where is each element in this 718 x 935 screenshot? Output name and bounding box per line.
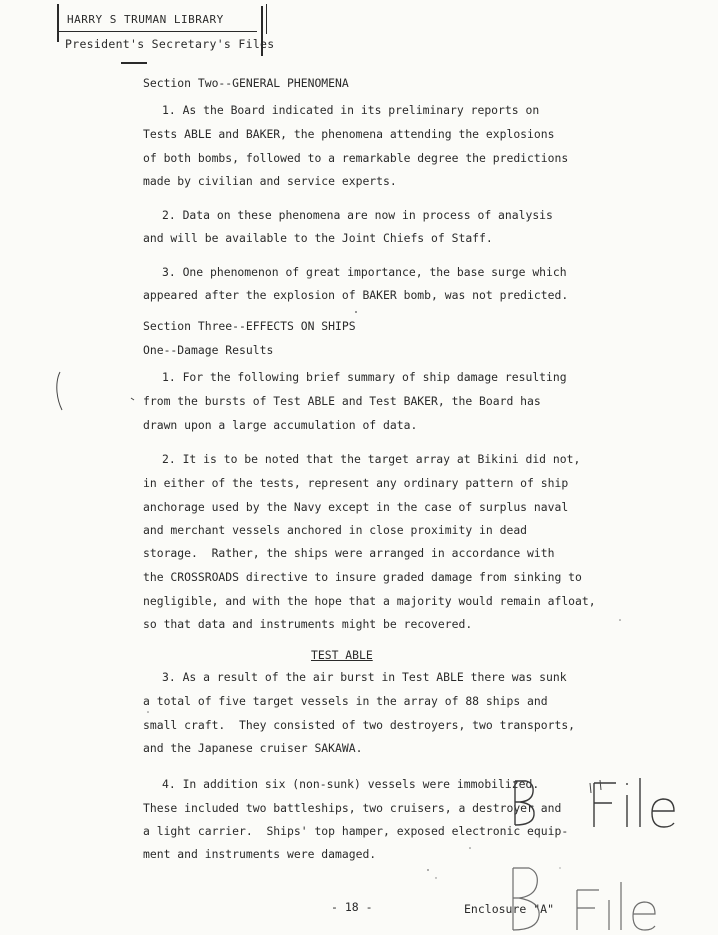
text-line: 3. One phenomenon of great importance, the base surge which <box>162 265 567 279</box>
text-line: from the bursts of Test ABLE and Test BAKER, the Board has <box>143 394 541 408</box>
text-line: storage. Rather, the ships were arranged in accordance with <box>143 546 555 560</box>
text-line: and will be available to the Joint Chiefs of Staff. <box>143 231 493 245</box>
section-three-heading: Section Three--EFFECTS ON SHIPS <box>143 319 356 333</box>
text-line: Tests ABLE and BAKER, the phenomena attending the explosions <box>143 127 555 141</box>
text-line: These included two battleships, two cruisers, a destroyer and <box>143 801 562 815</box>
text-line: 2. Data on these phenomena are now in process of analysis <box>162 208 553 222</box>
text-line: 1. For the following brief summary of ship damage resulting <box>162 370 567 384</box>
text-line: 1. As the Board indicated in its preliminary reports on <box>162 103 540 117</box>
text-line: in either of the tests, represent any ordinary pattern of ship <box>143 476 569 490</box>
text-line: 3. As a result of the air burst in Test ABLE there was sunk <box>162 670 567 684</box>
text-line: made by civilian and service experts. <box>143 174 397 188</box>
text-line: small craft. They consisted of two destroyers, two transports, <box>143 718 576 732</box>
page-number: - 18 - <box>331 900 373 914</box>
section-two-heading: Section Two--GENERAL PHENOMENA <box>143 76 349 90</box>
text-line: and the Japanese cruiser SAKAWA. <box>143 741 363 755</box>
text-line: a total of five target vessels in the array of 88 ships and <box>143 694 548 708</box>
b-file-stamp <box>512 775 682 835</box>
text-line: anchorage used by the Navy except in the case of surplus naval <box>143 500 569 514</box>
text-line: 2. It is to be noted that the target array at Bikini did not, <box>162 452 581 466</box>
text-line: appeared after the explosion of BAKER bomb, was not predicted. <box>143 288 569 302</box>
text-line: 4. In addition six (non-sunk) vessels were immobilized. <box>162 777 540 791</box>
library-name: HARRY S TRUMAN LIBRARY <box>67 13 224 26</box>
text-line: ment and instruments were damaged. <box>143 847 377 861</box>
test-able-heading: TEST ABLE <box>311 648 373 662</box>
b-file-stamp-faint <box>505 860 665 935</box>
collection-name: President's Secretary's Files <box>65 37 275 51</box>
text-line: so that data and instruments might be recovered. <box>143 617 473 631</box>
text-line: the CROSSROADS directive to insure graded damage from sinking to <box>143 570 582 584</box>
text-line: of both bombs, followed to a remarkable degree the predictions <box>143 151 569 165</box>
enclosure-label: Enclosure "A" <box>464 902 555 916</box>
text-line: and merchant vessels anchored in close proximity in dead <box>143 523 528 537</box>
text-line: a light carrier. Ships' top hamper, exposed electronic equip- <box>143 824 569 838</box>
section-three-subheading: One--Damage Results <box>143 343 274 357</box>
text-line: drawn upon a large accumulation of data. <box>143 418 418 432</box>
text-line: negligible, and with the hope that a majority would remain afloat, <box>143 594 596 608</box>
